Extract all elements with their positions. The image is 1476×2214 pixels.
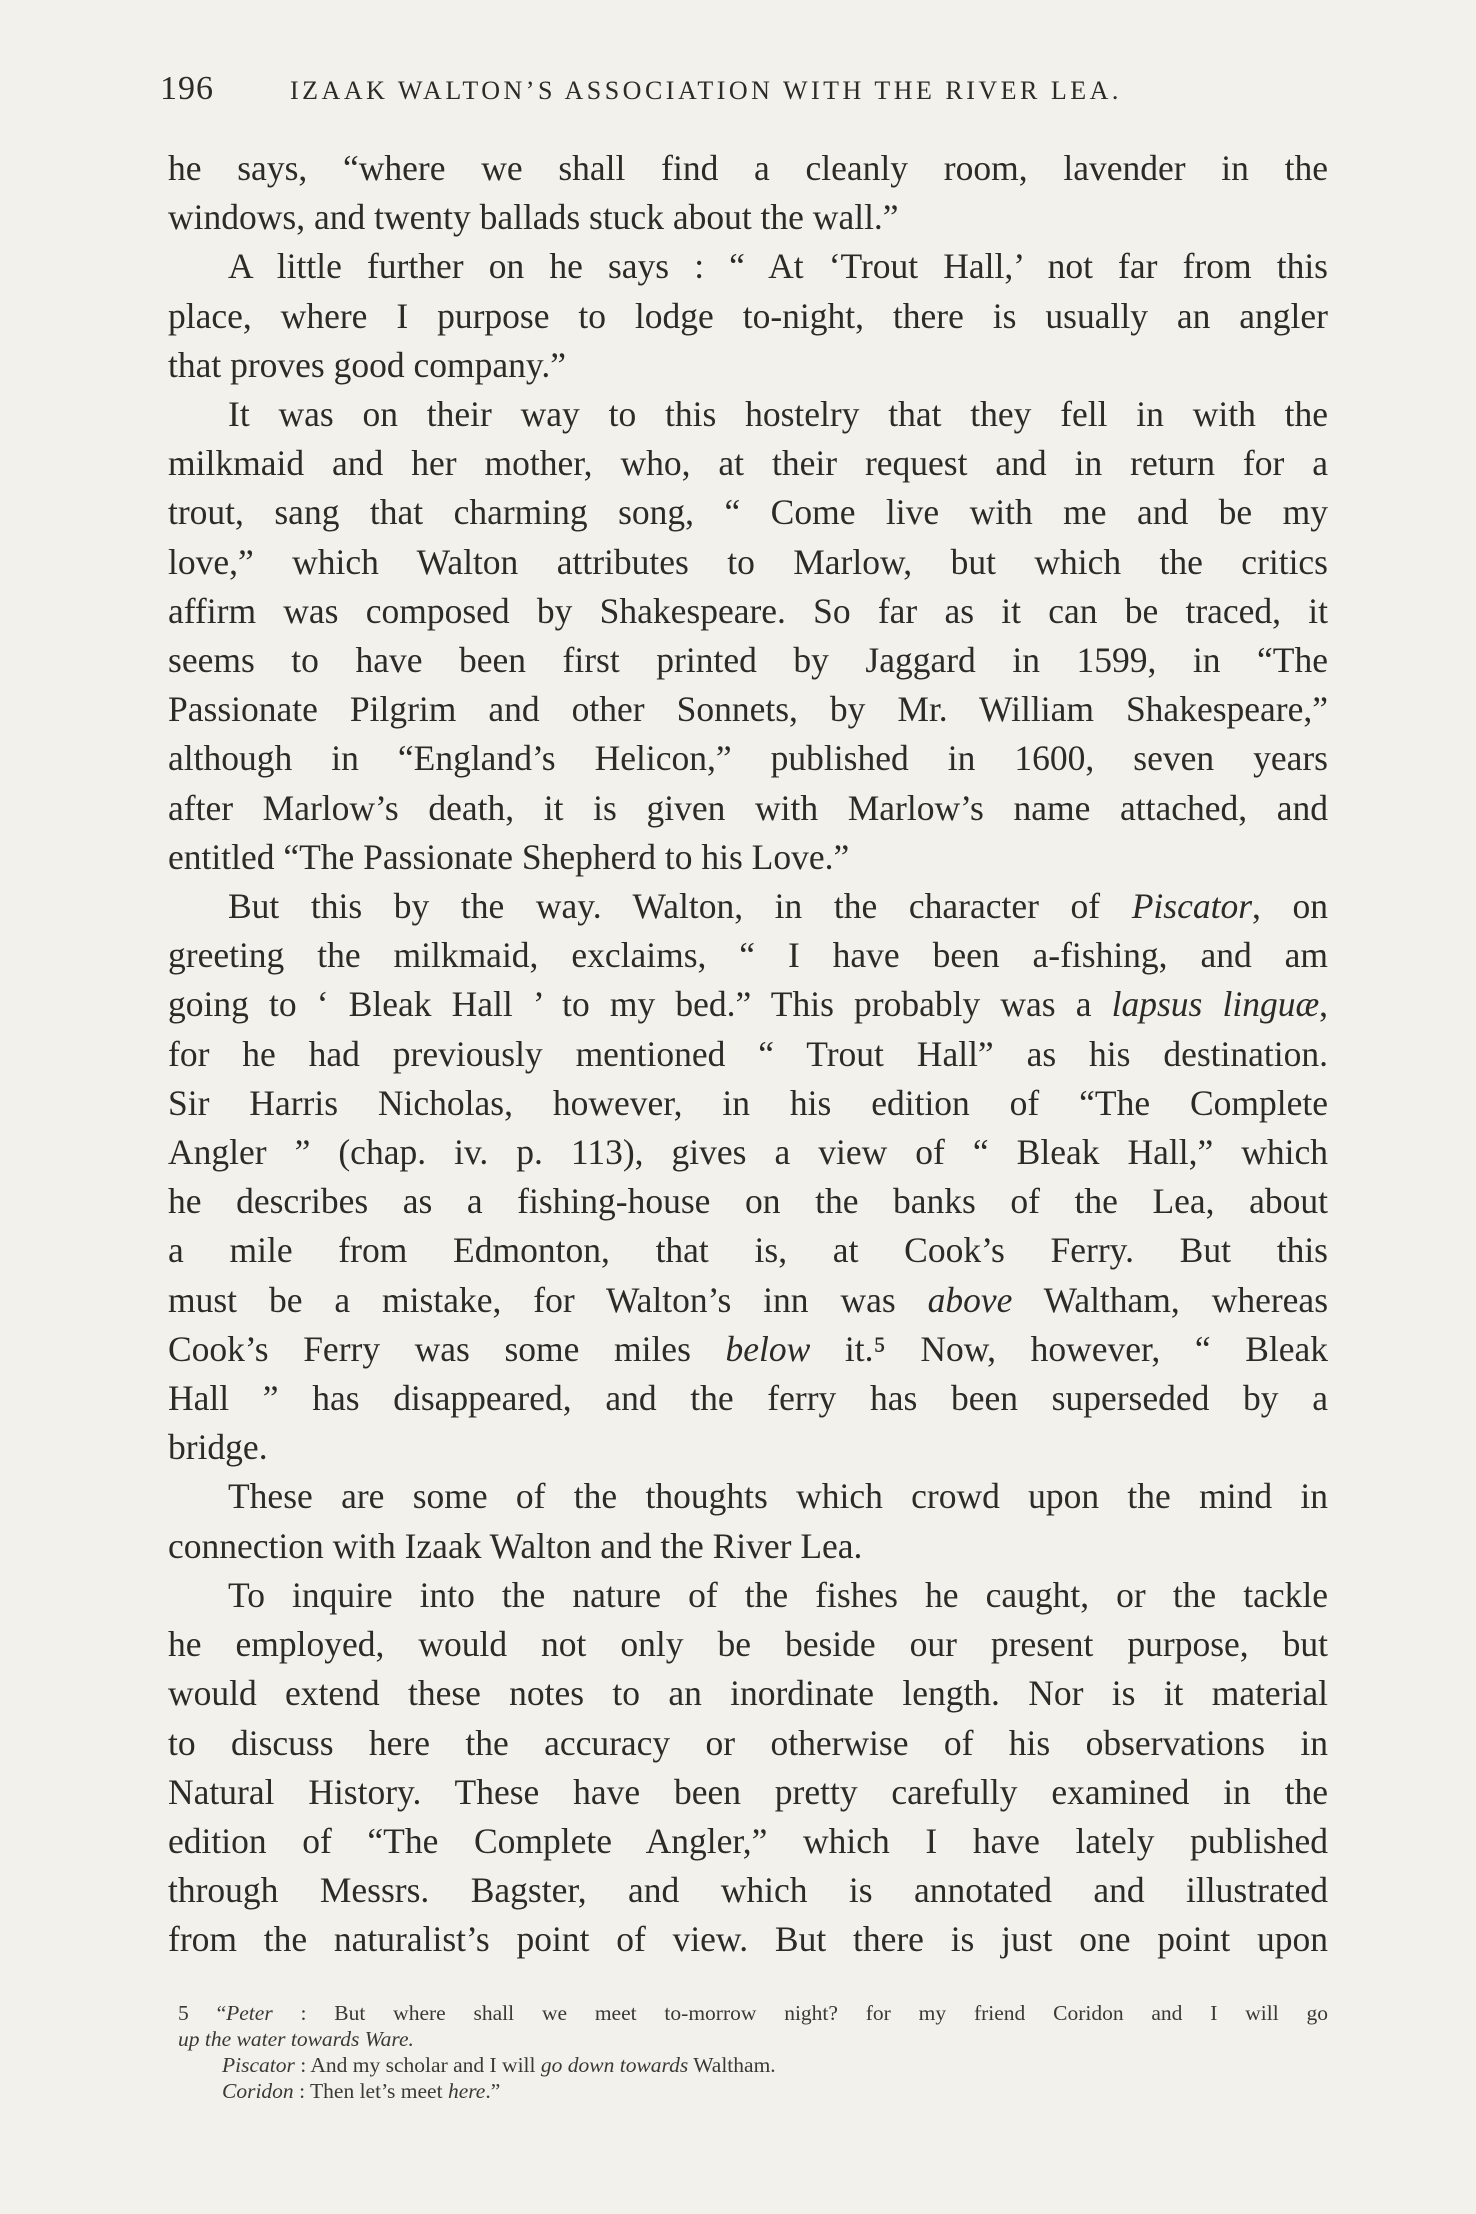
text-line: It was on their way to this hostelry that they fell in with the	[228, 394, 1328, 435]
footnote-line: Coridon : Then let’s meet here.”	[222, 2079, 501, 2103]
text-line: edition of “The Complete Angler,” which I have lately published	[168, 1820, 1328, 1861]
text-line: he employed, would not only be beside our present purpose, but	[168, 1624, 1328, 1665]
paragraph-6	[168, 1571, 1328, 1965]
paragraph-1	[168, 144, 1328, 242]
text-line: connection with Izaak Walton and the River Lea.	[168, 1525, 863, 1566]
text-line: after Marlow’s death, it is given with Marlow’s name attached, and	[168, 787, 1328, 828]
text-line: Passionate Pilgrim and other Sonnets, by Mr. William Shakespeare,”	[168, 689, 1328, 730]
text-line: A little further on he says : “ At ‘Trout Hall,’ not far from this	[228, 246, 1328, 287]
text-line: although in “England’s Helicon,” published in 1600, seven years	[168, 738, 1328, 779]
footnote-line: 5 “Peter : But where shall we meet to-morrow night? for my friend Coridon and I will go	[178, 2001, 1328, 2025]
text-line: a mile from Edmonton, that is, at Cook’s Ferry. But this	[168, 1230, 1328, 1271]
text-line: But this by the way. Walton, in the character of Piscator, on	[228, 886, 1329, 927]
footnote-line: Piscator : And my scholar and I will go down towards Waltham.	[222, 2053, 776, 2077]
running-head: IZAAK WALTON’S ASSOCIATION WITH THE RIVER LEA.	[290, 76, 1122, 105]
text-line: that proves good company.”	[168, 344, 566, 385]
text-line: Natural History. These have been pretty carefully examined in the	[168, 1771, 1328, 1812]
text-line: These are some of the thoughts which crowd upon the mind in	[228, 1476, 1328, 1517]
text-line: milkmaid and her mother, who, at their request and in return for a	[168, 443, 1328, 484]
text-line: windows, and twenty ballads stuck about the wall.”	[168, 197, 899, 238]
text-line: love,” which Walton attributes to Marlow, but which the critics	[168, 541, 1328, 582]
paragraph-2	[168, 242, 1328, 390]
text-line: through Messrs. Bagster, and which is annotated and illustrated	[168, 1870, 1328, 1911]
text-line: affirm was composed by Shakespeare. So far as it can be traced, it	[168, 590, 1328, 631]
page-header	[160, 70, 1310, 122]
body-text	[168, 144, 1328, 1965]
italic-term: above	[927, 1279, 1013, 1320]
text-line: he says, “where we shall find a cleanly room, lavender in the	[168, 148, 1328, 188]
paragraph-4	[168, 882, 1328, 1472]
text-line: Hall ” has disappeared, and the ferry has been superseded by a	[168, 1378, 1328, 1419]
text-line: he describes as a fishing-house on the banks of the Lea, about	[168, 1181, 1328, 1222]
text-line: Cook’s Ferry was some miles below it.⁵ Now, however, “ Bleak	[168, 1328, 1328, 1369]
text-line: for he had previously mentioned “ Trout Hall” as his destination.	[168, 1033, 1328, 1074]
text-line: Sir Harris Nicholas, however, in his edition of “The Complete	[168, 1082, 1328, 1123]
text-line: trout, sang that charming song, “ Come live with me and be my	[168, 492, 1328, 533]
footnote	[178, 2000, 1328, 2104]
italic-term: lapsus linguæ	[1111, 984, 1320, 1025]
text-line: to discuss here the accuracy or otherwise of his observations in	[168, 1722, 1328, 1763]
paragraph-3	[168, 390, 1328, 882]
text-line: going to ‘ Bleak Hall ’ to my bed.” This probably was a lapsus linguæ,	[168, 984, 1328, 1025]
text-line: place, where I purpose to lodge to-night, there is usually an angler	[168, 295, 1328, 336]
text-line: Angler ” (chap. iv. p. 113), gives a view of “ Bleak Hall,” which	[168, 1132, 1328, 1173]
text-line: entitled “The Passionate Shepherd to his Love.”	[168, 836, 850, 877]
text-line: greeting the milkmaid, exclaims, “ I have been a-fishing, and am	[168, 935, 1328, 976]
paragraph-5	[168, 1472, 1328, 1570]
italic-term: Piscator	[1131, 886, 1253, 927]
text-line: seems to have been first printed by Jaggard in 1599, in “The	[168, 640, 1328, 681]
text-line: bridge.	[168, 1427, 268, 1468]
page-number: 196	[160, 70, 214, 107]
text-line: must be a mistake, for Walton’s inn was above Waltham, whereas	[168, 1279, 1329, 1320]
text-line: To inquire into the nature of the fishes he caught, or the tackle	[228, 1574, 1328, 1615]
footnote-line: up the water towards Ware.	[178, 2027, 414, 2051]
text-line: would extend these notes to an inordinate length. Nor is it material	[168, 1673, 1328, 1714]
italic-term: below	[725, 1328, 811, 1369]
text-line: from the naturalist’s point of view. But there is just one point upon	[168, 1919, 1328, 1960]
footnote-marker: 5	[178, 2001, 189, 2025]
